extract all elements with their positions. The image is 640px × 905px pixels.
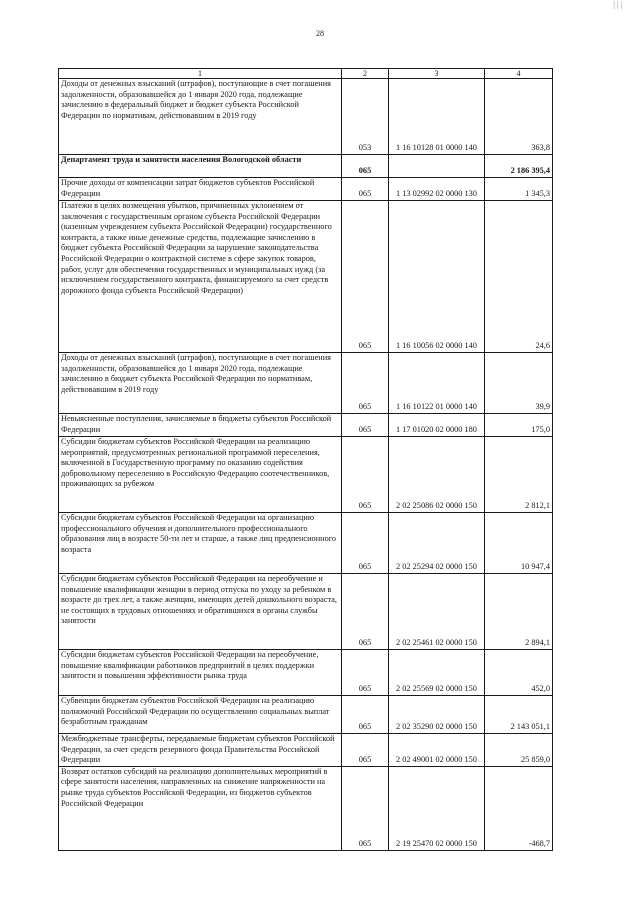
- page-number: 28: [316, 29, 324, 38]
- row-sum: 1 345,3: [485, 178, 553, 201]
- row-sum: 2 894,1: [485, 574, 553, 650]
- table-row: [59, 734, 553, 767]
- row-budget-code: [389, 155, 485, 178]
- row-name: Субсидии бюджетам субъектов Российской Федерации на организацию профессионального обучения и дополнительного профессионального образования лиц в возрасте 50-ти лет и старше, а также лиц предпенсионного возраста: [59, 513, 342, 574]
- row-sum: 363,8: [485, 79, 553, 155]
- row-name: Платежи в целях возмещения убытков, причиненных уклонением от заключения с государственным органом субъекта Российской Федерации (казенным учреждением субъекта Российской Федерации) государственного контракта, а также иные денежные средства, подлежащие зачислению в бюджет субъекта Российской Федерации за нарушение законодательства Российской Федерации о контрактной системе в сфере закупок товаров, работ, услуг для обеспечения государственных и муниципальных нужд (за исключением государственного контракта, финансируемого за счет средств дорожного фонда субъекта Российской Федерации): [59, 201, 342, 353]
- row-sum: 10 947,4: [485, 513, 553, 574]
- row-admin-code: 053: [342, 79, 389, 155]
- row-sum: 175,0: [485, 414, 553, 437]
- corner-mark: | | |: [613, 0, 622, 9]
- row-admin-code: 065: [342, 437, 389, 513]
- row-admin-code: 065: [342, 650, 389, 696]
- header-col-2: 2: [342, 69, 389, 79]
- row-budget-code: 1 13 02992 02 0000 130: [389, 178, 485, 201]
- table-row: [59, 353, 553, 414]
- row-sum: 452,0: [485, 650, 553, 696]
- row-budget-code: 1 16 10128 01 0000 140: [389, 79, 485, 155]
- table-row: [59, 155, 553, 178]
- table-row: [59, 513, 553, 574]
- row-name: Прочие доходы от компенсации затрат бюджетов субъектов Российской Федерации: [59, 178, 342, 201]
- row-admin-code: 065: [342, 155, 389, 178]
- row-admin-code: 065: [342, 513, 389, 574]
- row-sum: 2 143 051,1: [485, 696, 553, 734]
- row-budget-code: 1 17 01020 02 0000 180: [389, 414, 485, 437]
- row-name: Субсидии бюджетам субъектов Российской Федерации на переобучение и повышение квалификации женщин в период отпуска по уходу за ребенком в возрасте до трех лет, а также женщин, имеющих детей дошкольного возраста, не состоящих в трудовых отношениях и обратившихся в органы службы занятости: [59, 574, 342, 650]
- table-row: [59, 574, 553, 650]
- table-row: [59, 414, 553, 437]
- table-row: [59, 766, 553, 850]
- row-sum: -468,7: [485, 766, 553, 850]
- row-name: Невыясненные поступления, зачисляемые в бюджеты субъектов Российской Федерации: [59, 414, 342, 437]
- row-name: Департамент труда и занятости населения Вологодской области: [59, 155, 342, 178]
- header-col-3: 3: [389, 69, 485, 79]
- row-sum: 2 812,1: [485, 437, 553, 513]
- row-admin-code: 065: [342, 353, 389, 414]
- row-admin-code: 065: [342, 201, 389, 353]
- row-admin-code: 065: [342, 178, 389, 201]
- row-admin-code: 065: [342, 696, 389, 734]
- row-budget-code: 2 02 49001 02 0000 150: [389, 734, 485, 767]
- row-budget-code: 1 16 10122 01 0000 140: [389, 353, 485, 414]
- row-budget-code: 2 02 35290 02 0000 150: [389, 696, 485, 734]
- table-row: [59, 696, 553, 734]
- row-admin-code: 065: [342, 414, 389, 437]
- row-admin-code: 065: [342, 734, 389, 767]
- row-budget-code: 2 02 25294 02 0000 150: [389, 513, 485, 574]
- table-row: [59, 79, 553, 155]
- table-row: [59, 437, 553, 513]
- row-budget-code: 2 02 25569 02 0000 150: [389, 650, 485, 696]
- table-row: [59, 650, 553, 696]
- row-budget-code: 2 02 25461 02 0000 150: [389, 574, 485, 650]
- header-col-4: 4: [485, 69, 553, 79]
- row-sum: 39,9: [485, 353, 553, 414]
- row-sum: 24,6: [485, 201, 553, 353]
- row-budget-code: 2 02 25086 02 0000 150: [389, 437, 485, 513]
- row-name: Возврат остатков субсидий на реализацию дополнительных мероприятий в сфере занятости населения, направленных на снижение напряженности на рынке труда субъектов Российской Федерации, из бюджетов субъектов Российской Федерации: [59, 766, 342, 850]
- row-name: Доходы от денежных взысканий (штрафов), поступающие в счет погашения задолженности, образовавшейся до 1 января 2020 года, подлежащие зачислению в федеральный бюджет и бюджет субъекта Российской Федерации по нормативам, действовавшим в 2019 году: [59, 79, 342, 155]
- table-row: [59, 201, 553, 353]
- row-name: Субсидии бюджетам субъектов Российской Федерации на переобучение, повышение квалификации работников предприятий в целях поддержки занятости и повышения эффективности рынка труда: [59, 650, 342, 696]
- header-row: [59, 69, 553, 79]
- row-budget-code: 1 16 10056 02 0000 140: [389, 201, 485, 353]
- row-admin-code: 065: [342, 574, 389, 650]
- row-name: Субвенции бюджетам субъектов Российской Федерации на реализацию полномочий Российской Федерации по осуществлению социальных выплат безработным гражданам: [59, 696, 342, 734]
- row-admin-code: 065: [342, 766, 389, 850]
- revenue-table: [58, 68, 553, 851]
- row-name: Межбюджетные трансферты, передаваемые бюджетам субъектов Российской Федерации, за счет средств резервного фонда Правительства Российской Федерации: [59, 734, 342, 767]
- header-col-1: 1: [59, 69, 342, 79]
- row-sum: 25 859,0: [485, 734, 553, 767]
- row-name: Субсидии бюджетам субъектов Российской Федерации на реализацию мероприятий, предусмотренных региональной программой переселения, включенной в Государственную программу по оказанию содействия добровольному переселению в Российскую Федерацию соотечественников, проживающих за рубежом: [59, 437, 342, 513]
- table-row: [59, 178, 553, 201]
- row-name: Доходы от денежных взысканий (штрафов), поступающие в счет погашения задолженности, образовавшейся до 1 января 2020 года, подлежащие зачислению в бюджет субъекта Российской Федерации по нормативам, действовавшим в 2019 году: [59, 353, 342, 414]
- row-sum: 2 186 395,4: [485, 155, 553, 178]
- row-budget-code: 2 19 25470 02 0000 150: [389, 766, 485, 850]
